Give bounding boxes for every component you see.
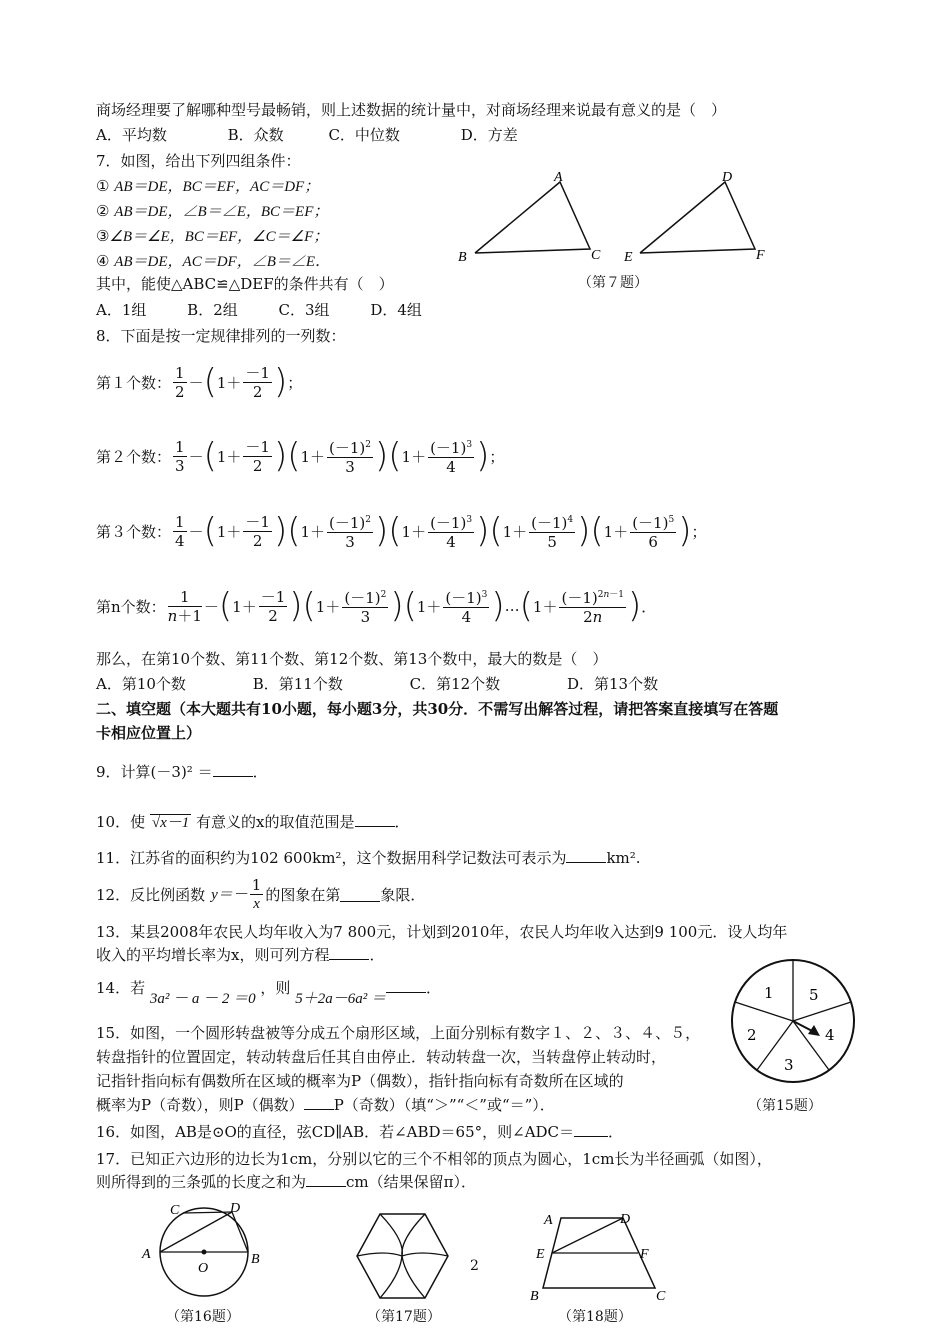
q7-cond3-text: ∠B＝∠E，BC＝EF，∠C＝∠F； (109, 229, 329, 245)
q12-expr: y＝－ (211, 886, 248, 903)
q10-pre: 10．使 (96, 813, 146, 831)
q7-cond2 (96, 201, 328, 222)
frac: $\frac{1}{2}$ (175, 363, 185, 401)
q9-expr: (－3)² ＝ (150, 763, 213, 781)
q9-answer-blank[interactable] (213, 762, 253, 777)
sector-4: 4 (825, 1026, 835, 1044)
q6-stem: 商场经理要了解哪种型号最畅销，则上述数据的统计量中，对商场经理来说最有意义的是（ ） (96, 101, 727, 119)
q10-answer-blank[interactable] (355, 812, 395, 827)
q6-option-c: C．中位数 (328, 126, 400, 144)
label-d: D (620, 1212, 631, 1227)
q10-post: 有意义的x的取值范围是 (196, 813, 355, 831)
q15-caption: （第15题） (748, 1098, 822, 1114)
q8-row1-label: 第１个数： (96, 373, 172, 392)
q17-end: cm（结果保留π）． (346, 1173, 476, 1191)
label-a: A (142, 1247, 151, 1262)
q10-end: ． (394, 813, 410, 831)
q7-cond2-text: AB＝DE，∠B＝∠E，BC＝EF； (114, 204, 329, 220)
q8-options (96, 674, 658, 694)
q14-pre: 14．若 (96, 979, 146, 997)
label-c: C (170, 1203, 180, 1218)
q8-row2-label: 第２个数： (96, 447, 172, 466)
q16-text: 16．如图，AB是⊙O的直径，弦CD∥AB．若∠ABD＝65°，则∠ADC＝ (96, 1123, 575, 1141)
q16-figure (140, 1200, 270, 1310)
triangle-def (640, 182, 755, 253)
q17-line2-text: 则所得到的三条弧的长度之和为 (96, 1173, 307, 1191)
q7-option-c: C．3组 (278, 301, 330, 319)
label-e: E (624, 250, 633, 265)
label-e: E (536, 1247, 545, 1262)
triangle-abc (475, 182, 590, 253)
q13-answer-blank[interactable] (329, 945, 369, 960)
sector-1: 1 (764, 984, 774, 1002)
q15-line4 (96, 1095, 555, 1115)
section2-heading-line1: 二、填空题（本大题共有10小题，每小题3分，共30分．不需写出解答过程，请把答案直接填写在答题 (96, 700, 779, 718)
q16-answer-blank[interactable] (574, 1122, 608, 1137)
q7-option-a: A．1组 (96, 301, 147, 319)
q13-line2 (96, 945, 384, 965)
q11 (96, 848, 641, 868)
label-a: A (544, 1213, 553, 1228)
sector-3: 3 (784, 1056, 794, 1074)
q7-caption: （第７题） (578, 275, 648, 291)
q6-option-a: A．平均数 (96, 126, 167, 144)
label-b: B (251, 1252, 260, 1267)
q6-option-b: B．众数 (227, 126, 284, 144)
q7-cond1-num: ① (96, 177, 110, 195)
q12-end: 象限． (380, 885, 426, 904)
q18-caption: （第18题） (558, 1309, 632, 1325)
q16-end: ． (608, 1123, 624, 1141)
q11-answer-blank[interactable] (566, 848, 606, 863)
q7-cond4 (96, 251, 330, 272)
q7-cond2-num: ② (96, 202, 110, 220)
q15-spinner (730, 958, 860, 1088)
q17-line2 (96, 1172, 476, 1192)
q7-cond4-text: AB＝DE，AC＝DF，∠B＝∠E． (114, 254, 331, 270)
q8-row3-label: 第３个数： (96, 522, 172, 541)
q10-sqrt-expr: √x－1 (151, 815, 190, 831)
q11-unit: km². (606, 849, 641, 867)
q8-option-b: B．第11个数 (252, 675, 343, 693)
q16 (96, 1122, 623, 1142)
q8-row1: 第１个数： $\frac{1}{2}$ － ( 1＋ $\frac{-1}{2}$ ) ； (96, 362, 303, 402)
q7-cond1-text: AB＝DE，BC＝EF，AC＝DF； (114, 179, 320, 195)
q7-stem: 7．如图，给出下列四组条件： (96, 152, 301, 170)
q9-post: ． (252, 763, 268, 781)
label-d: D (722, 170, 733, 185)
label-f: F (756, 248, 765, 263)
q6-option-d: D．方差 (460, 126, 518, 144)
q7-ask: 其中，能使△ABC≌△DEF的条件共有（ ） (96, 275, 394, 293)
q7-option-b: B．2组 (187, 301, 238, 319)
q8-row4: 第n个数： $\frac{1}{n+1}$ － ( 1＋ $\frac{-1}{2}$ ) ( 1＋ $\frac{(-1)^2}{3}$ ) ( 1＋ $\frac{(-1)^3}{4}$ ) … ( 1＋ $\frac{(-1)^{2n-1}}{2n}$ ) ． (96, 586, 657, 626)
q8-row3: 第３个数： $\frac{1}{4}$ － ( 1＋ $\frac{-1}{2}$ ) ( 1＋ $\frac{(-1)^2}{3}$ ) ( 1＋ $\frac{(-1)^3}{4}$ ) ( 1＋ $\frac{(-1)^4}{5}$ ) ( 1＋ $\frac{(-1)^5}{6}$ ) ； (96, 511, 707, 551)
q17-answer-blank[interactable] (306, 1172, 346, 1187)
label-a: A (554, 170, 563, 185)
q12-den: x (253, 896, 260, 912)
label-f: F (640, 1247, 649, 1262)
sector-2: 2 (747, 1026, 757, 1044)
q13-line2-text: 收入的平均增长率为x，则可列方程 (96, 946, 330, 964)
q15-line3: 记指针指向标有偶数所在区域的概率为P（偶数），指针指向标有奇数所在区域的 (96, 1072, 624, 1090)
q18-figure (528, 1206, 678, 1306)
label-o: O (198, 1261, 209, 1276)
q14-end: ． (425, 979, 441, 997)
sector-5: 5 (809, 986, 819, 1004)
q7-option-d: D．4组 (370, 301, 422, 319)
label-b: B (530, 1289, 539, 1304)
q7-options (96, 300, 422, 320)
label-d: D (230, 1201, 241, 1216)
q14-expr1: 3a² － a － 2 ＝0 (149, 991, 256, 1007)
q17-figure (355, 1210, 455, 1310)
q15-line4-text: 概率为P（奇数），则P（偶数） (96, 1096, 304, 1114)
q8-option-c: C．第12个数 (409, 675, 501, 693)
label-c: C (656, 1289, 666, 1304)
q14-mid: ，则 (260, 979, 291, 997)
q7-cond3 (96, 226, 328, 247)
q17-caption: （第17题） (367, 1309, 441, 1325)
q6-options (96, 125, 518, 145)
q9 (96, 762, 268, 782)
q14-expr2: 5＋2a－6a² ＝ (295, 991, 386, 1007)
q15-line4b-text: P（奇数）（填“＞”“＜”或“＝”）． (333, 1096, 555, 1114)
q8-option-d: D．第13个数 (566, 675, 659, 693)
q7-cond1 (96, 176, 319, 197)
q8-ask: 那么，在第10个数、第11个数、第12个数、第13个数中，最大的数是（ ） (96, 650, 608, 668)
label-c: C (591, 248, 601, 263)
q12-post: 的图象在第 (265, 885, 341, 904)
q12-num: 1 (251, 876, 262, 894)
q9-pre: 9．计算 (96, 763, 151, 781)
q13-line1: 13．某县2008年农民人均年收入为7 800元，计划到2010年，农民人均年收入达到9 100元．设人均年 (96, 923, 788, 941)
label-b: B (458, 250, 467, 265)
q10 (96, 812, 410, 833)
q12-answer-blank[interactable] (340, 887, 380, 902)
q17-line1: 17．已知正六边形的边长为1cm，分别以它的三个不相邻的顶点为圆心，1cm长为半径画弧（如图）， (96, 1150, 772, 1168)
q8-row2: 第２个数： $\frac{1}{3}$ － ( 1＋ $\frac{-1}{2}$ ) ( 1＋ $\frac{(-1)^2}{3}$ ) ( 1＋ $\frac{(-1)^3}{4}$ ) ； (96, 436, 505, 476)
q7-cond3-num: ③ (96, 227, 110, 245)
q12 (96, 876, 425, 913)
section2-heading-line2: 卡相应位置上） (96, 724, 202, 742)
q11-text: 11．江苏省的面积约为102 600km²，这个数据用科学记数法可表示为 (96, 849, 567, 867)
q13-end: ． (369, 946, 385, 964)
q8-stem: 8．下面是按一定规律排列的一列数： (96, 327, 346, 345)
q16-caption: （第16题） (166, 1309, 240, 1325)
q12-pre: 12．反比例函数 (96, 885, 206, 904)
q8-option-a: A．第10个数 (96, 675, 186, 693)
q8-row4-label: 第n个数： (96, 597, 166, 616)
q14 (96, 978, 441, 1007)
q15-answer-blank[interactable] (304, 1095, 334, 1110)
q14-answer-blank[interactable] (386, 978, 426, 993)
page-number: 2 (470, 1258, 479, 1274)
q7-cond4-num: ④ (96, 252, 110, 270)
q15-line1: 15．如图，一个圆形转盘被等分成五个扇形区域，上面分别标有数字１、２、３、４、５， (96, 1024, 701, 1042)
q15-line2: 转盘指针的位置固定，转动转盘后任其自由停止．转动转盘一次，当转盘停止转动时， (96, 1048, 667, 1066)
